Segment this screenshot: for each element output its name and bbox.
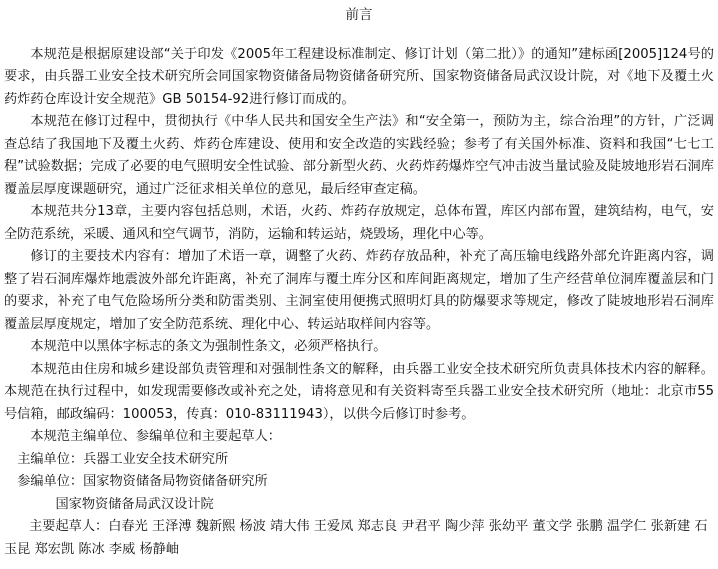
paragraph-basis: 本规范是根据原建设部“关于印发《2005年工程建设标准制定、修订计划（第二批）》的通知”建标函[2005]124号的要求，由兵器工业安全技术研究所会同国家物资储备局物资储备研究所、国家物资储备局武汉设计院，对《地下及覆土火药炸药仓库设计安全规范》GB 50154-92进行修订而成的。 bbox=[4, 46, 714, 107]
paragraph-mandatory-clauses: 本规范中以黑体字标志的条文为强制性条文，必须严格执行。 bbox=[30, 339, 387, 354]
paragraph-units-intro: 本规范主编单位、参编单位和主要起草人： bbox=[30, 429, 281, 444]
paragraph-revision-process: 本规范在修订过程中，贯彻执行《中华人民共和国安全生产法》和“安全第一，预防为主，综合治理”的方针，广泛调查总结了我国地下及覆土火药、炸药仓库建设、使用和安全改造的实践经验；参考了有关国外标准、资料和我国“七七工程”试验数据；完成了必要的电气照明安全性试验、部分新型火药、火药炸药爆炸空气冲击波当量试验及陡坡地形岩石洞库覆盖层厚度课题研究，通过广泛征求相关单位的意见，最后经审查定稿。 bbox=[4, 114, 714, 197]
participating-unit-1: 参编单位：国家物资储备局物资储备研究所 bbox=[17, 474, 268, 489]
main-drafters: 主要起草人：白春光 王泽溥 魏新熙 杨波 靖大伟 王爱凤 郑志良 尹君平 陶少萍 张幼平 董文学 张鹏 温学仁 张新建 石玉昆 郑宏凯 陈冰 李威 杨静岫 bbox=[4, 519, 708, 557]
chief-editor-unit: 主编单位：兵器工业安全技术研究所 bbox=[17, 451, 229, 467]
document-title: 前言 bbox=[345, 7, 373, 23]
paragraph-chapters: 本规范共分13章，主要内容包括总则，术语，火药、炸药存放规定，总体布置，库区内部布置，建筑结构，电气，安全防范系统，采暖、通风和空气调节，消防，运输和转运站，烧毁场，理化中心等。 bbox=[4, 204, 714, 242]
paragraph-main-changes: 修订的主要技术内容有：增加了术语一章，调整了火药、炸药存放品种，补充了高压输电线路外部允许距离内容，调整了岩石洞库爆炸地震波外部允许距离，补充了洞库与覆土库分区和库间距离规定，增加了生产经营单位洞库覆盖层和门的要求，补充了电气危险场所分类和防雷类别、主洞室使用便携式照明灯具的防爆要求等规定，修改了陡坡地形岩石洞库覆盖层厚度规定，增加了安全防范系统、理化中心、转运站取样间内容等。 bbox=[4, 249, 714, 332]
paragraph-management: 本规范由住房和城乡建设部负责管理和对强制性条文的解释，由兵器工业安全技术研究所负责具体技术内容的解释。本规范在执行过程中，如发现需要修改或补充之处，请将意见和有关资料寄至兵器工业安全技术研究所（地址：北京市55号信箱，邮政编码：100053，传真：010-83111943），以供今后修订时参考。 bbox=[4, 361, 714, 422]
participating-unit-2: 国家物资储备局武汉设计院 bbox=[55, 496, 214, 512]
